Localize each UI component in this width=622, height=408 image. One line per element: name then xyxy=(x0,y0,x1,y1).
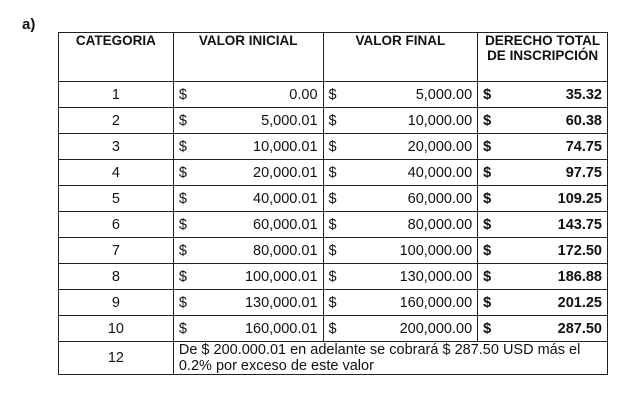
amount: 0.00 xyxy=(289,86,318,103)
cell-derecho-total xyxy=(478,82,608,108)
currency-symbol: $ xyxy=(328,320,337,337)
amount: 130,000.01 xyxy=(244,294,318,311)
cell-categoria: 8 xyxy=(59,264,174,290)
cell-categoria: 9 xyxy=(59,290,174,316)
currency-symbol: $ xyxy=(483,112,492,129)
currency-symbol: $ xyxy=(483,86,492,103)
cell-valor-final xyxy=(323,290,478,316)
cell-derecho-total xyxy=(478,186,608,212)
amount: 130,000.00 xyxy=(399,268,473,285)
currency-symbol: $ xyxy=(328,216,337,233)
currency-symbol: $ xyxy=(178,86,187,103)
cell-categoria: 12 xyxy=(59,342,174,375)
amount: 172.50 xyxy=(557,242,602,259)
currency-symbol: $ xyxy=(328,164,337,181)
cell-valor-final xyxy=(323,238,478,264)
cell-derecho-total xyxy=(478,134,608,160)
amount: 97.75 xyxy=(565,164,602,181)
table-row-note xyxy=(59,342,608,375)
amount: 186.88 xyxy=(557,268,602,285)
currency-symbol: $ xyxy=(483,242,492,259)
currency-symbol: $ xyxy=(178,294,187,311)
currency-symbol: $ xyxy=(178,112,187,129)
table-row xyxy=(59,108,608,134)
amount: 10,000.00 xyxy=(407,112,473,129)
currency-symbol: $ xyxy=(178,216,187,233)
table-row xyxy=(59,212,608,238)
section-label: a) xyxy=(22,16,36,33)
cell-valor-final xyxy=(323,160,478,186)
currency-symbol: $ xyxy=(328,242,337,259)
header-valor-final: VALOR FINAL xyxy=(323,33,478,82)
table-row xyxy=(59,238,608,264)
table-row xyxy=(59,290,608,316)
table-row xyxy=(59,82,608,108)
cell-valor-final xyxy=(323,108,478,134)
table-row xyxy=(59,316,608,342)
amount: 80,000.00 xyxy=(407,216,473,233)
cell-valor-inicial xyxy=(173,212,323,238)
amount: 60.38 xyxy=(565,112,602,129)
currency-symbol: $ xyxy=(483,190,492,207)
amount: 287.50 xyxy=(557,320,602,337)
currency-symbol: $ xyxy=(178,164,187,181)
amount: 160,000.00 xyxy=(399,294,473,311)
cell-categoria: 2 xyxy=(59,108,174,134)
cell-valor-inicial xyxy=(173,290,323,316)
amount: 60,000.01 xyxy=(253,216,318,233)
amount: 143.75 xyxy=(557,216,602,233)
cell-derecho-total xyxy=(478,316,608,342)
table-row xyxy=(59,264,608,290)
amount: 201.25 xyxy=(557,294,602,311)
cell-categoria: 1 xyxy=(59,82,174,108)
cell-categoria: 10 xyxy=(59,316,174,342)
currency-symbol: $ xyxy=(178,190,187,207)
cell-valor-final xyxy=(323,212,478,238)
currency-symbol: $ xyxy=(328,268,337,285)
amount: 40,000.00 xyxy=(407,164,473,181)
currency-symbol: $ xyxy=(178,268,187,285)
currency-symbol: $ xyxy=(178,320,187,337)
amount: 160,000.01 xyxy=(244,320,318,337)
currency-symbol: $ xyxy=(328,294,337,311)
cell-valor-final xyxy=(323,82,478,108)
currency-symbol: $ xyxy=(483,294,492,311)
amount: 5,000.01 xyxy=(261,112,318,129)
currency-symbol: $ xyxy=(483,268,492,285)
amount: 20,000.01 xyxy=(253,164,318,181)
currency-symbol: $ xyxy=(328,112,337,129)
table-row xyxy=(59,134,608,160)
amount: 10,000.01 xyxy=(253,138,318,155)
cell-categoria: 4 xyxy=(59,160,174,186)
cell-derecho-total xyxy=(478,212,608,238)
cell-valor-inicial xyxy=(173,160,323,186)
currency-symbol: $ xyxy=(328,138,337,155)
amount: 200,000.00 xyxy=(399,320,473,337)
cell-valor-inicial xyxy=(173,238,323,264)
cell-categoria: 6 xyxy=(59,212,174,238)
header-valor-inicial: VALOR INICIAL xyxy=(173,33,323,82)
amount: 74.75 xyxy=(565,138,602,155)
cell-valor-final xyxy=(323,264,478,290)
cell-derecho-total xyxy=(478,238,608,264)
cell-categoria: 7 xyxy=(59,238,174,264)
currency-symbol: $ xyxy=(178,242,187,259)
amount: 100,000.00 xyxy=(399,242,473,259)
cell-valor-inicial xyxy=(173,316,323,342)
currency-symbol: $ xyxy=(483,138,492,155)
amount: 40,000.01 xyxy=(253,190,318,207)
cell-categoria: 3 xyxy=(59,134,174,160)
cell-derecho-total xyxy=(478,290,608,316)
table-row xyxy=(59,160,608,186)
cell-valor-inicial xyxy=(173,134,323,160)
header-categoria: CATEGORIA xyxy=(59,33,174,82)
cell-note: De $ 200.000.01 en adelante se cobrará $ 287.50 USD más el 0.2% por exceso de este valor xyxy=(173,342,607,375)
cell-valor-inicial xyxy=(173,82,323,108)
table-header-row xyxy=(59,33,608,82)
amount: 60,000.00 xyxy=(407,190,473,207)
cell-valor-inicial xyxy=(173,264,323,290)
header-derecho-total: DERECHO TOTAL DE INSCRIPCIÓN xyxy=(478,33,608,82)
amount: 20,000.00 xyxy=(407,138,473,155)
cell-valor-inicial xyxy=(173,186,323,212)
cell-valor-inicial xyxy=(173,108,323,134)
cell-derecho-total xyxy=(478,264,608,290)
amount: 35.32 xyxy=(565,86,602,103)
currency-symbol: $ xyxy=(483,320,492,337)
amount: 109.25 xyxy=(557,190,602,207)
cell-valor-final xyxy=(323,186,478,212)
cell-valor-final xyxy=(323,134,478,160)
cell-derecho-total xyxy=(478,160,608,186)
currency-symbol: $ xyxy=(178,138,187,155)
amount: 80,000.01 xyxy=(253,242,318,259)
amount: 5,000.00 xyxy=(415,86,473,103)
cell-categoria: 5 xyxy=(59,186,174,212)
table-body xyxy=(59,82,608,375)
table-row xyxy=(59,186,608,212)
currency-symbol: $ xyxy=(328,190,337,207)
currency-symbol: $ xyxy=(483,216,492,233)
registration-fee-table xyxy=(58,32,608,375)
currency-symbol: $ xyxy=(328,86,337,103)
amount: 100,000.01 xyxy=(244,268,318,285)
currency-symbol: $ xyxy=(483,164,492,181)
cell-valor-final xyxy=(323,316,478,342)
cell-derecho-total xyxy=(478,108,608,134)
